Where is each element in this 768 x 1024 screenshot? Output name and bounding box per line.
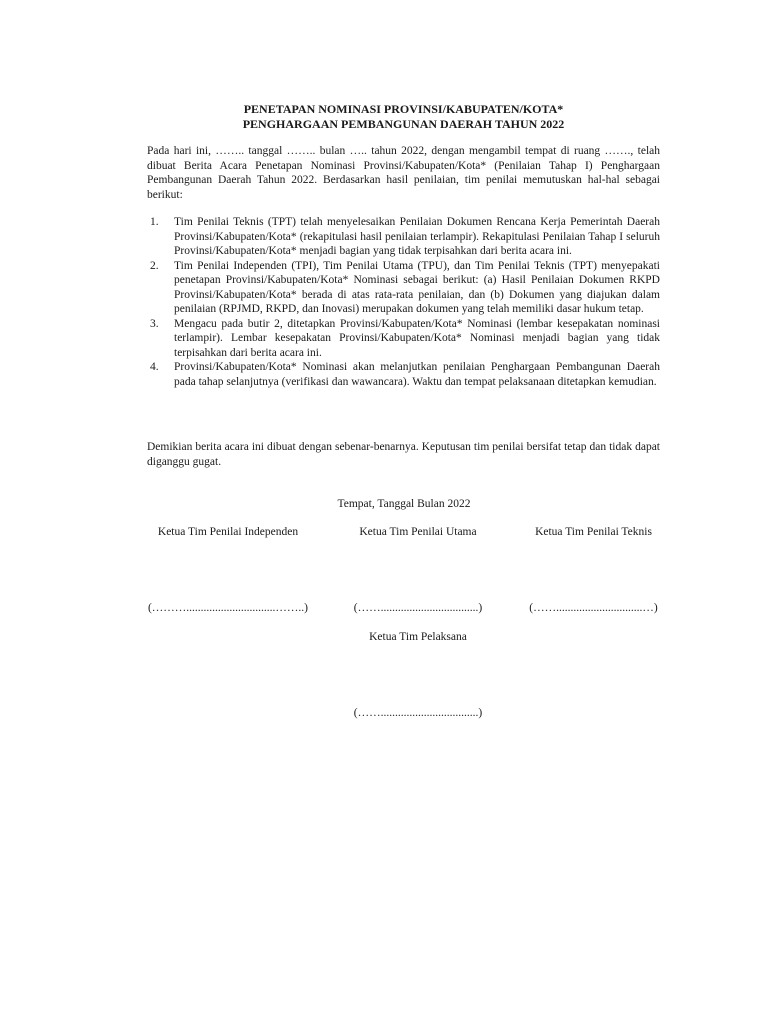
signature-block-main <box>345 525 491 614</box>
list-item <box>147 317 660 361</box>
signature-line: (……..............................…) <box>529 602 658 614</box>
signature-role: Ketua Tim Penilai Teknis <box>535 526 652 538</box>
signature-block-technical <box>525 525 662 614</box>
signature-role: Ketua Tim Penilai Utama <box>359 526 477 538</box>
document-title <box>147 102 660 131</box>
signature-line: (……..................................) <box>353 602 483 614</box>
list-item-text: Tim Penilai Teknis (TPT) telah menyelesaikan Penilaian Dokumen Rencana Kerja Pemerintah Daerah Provinsi/Kabupaten/Kota* (rekapitulasi hasil penilaian terlampir). Rekapitulasi Penilaian Tahap I seluruh Provinsi/Kabupaten/Kota* menjadi bagian yang tidak terpisahkan dari berita acara ini. <box>174 216 660 257</box>
decision-list <box>147 215 660 389</box>
list-item-text: Tim Penilai Independen (TPI), Tim Penilai Utama (TPU), dan Tim Penilai Teknis (TPT) menyepakati penetapan Provinsi/Kabupaten/Kota* Nominasi sebagai berikut: (a) Hasil Penilaian Dokumen RKPD Provinsi/Kabupaten/Kota* berada di atas rata-rata penilaian, dan (b) Dokumen yang diajukan dalam penilaian (RPJMD, RKPD, dan Inovasi) merupakan dokumen yang telah memiliki dasar hukum tetap. <box>174 259 660 315</box>
title-line-1: PENETAPAN NOMINASI PROVINSI/KABUPATEN/KOTA* <box>243 102 564 116</box>
document-page <box>147 0 660 1024</box>
signature-block-executor <box>345 630 491 719</box>
list-item-number: 4. <box>150 361 159 373</box>
list-item-number: 3. <box>150 317 159 330</box>
list-item <box>147 215 660 259</box>
signature-line: (……..................................) <box>353 707 483 719</box>
list-item-number: 2. <box>150 259 159 272</box>
intro-paragraph: Pada hari ini, …….. tanggal …….. bulan ….. tahun 2022, dengan mengambil tempat di ruang ……., telah dibuat Berita Acara Penetapan Nominasi Provinsi/Kabupaten/Kota* (Penilaian Tahap I) Penghargaan Pembangunan Daerah Tahun 2022. Berdasarkan hasil penilaian, tim penilai memutuskan hal-hal sebagai berikut: <box>147 145 660 201</box>
title-line-2: PENGHARGAAN PEMBANGUNAN DAERAH TAHUN 2022 <box>242 116 565 131</box>
list-item-text: Mengacu pada butir 2, ditetapkan Provinsi/Kabupaten/Kota* Nominasi (lembar kesepakatan nominasi terlampir). Lembar kesepakatan Provinsi/Kabupaten/Kota* Nominasi menjadi bagian yang tidak terpisahkan dari berita acara ini. <box>174 317 660 359</box>
closing-paragraph: Demikian berita acara ini dibuat dengan sebenar-benarnya. Keputusan tim penilai bersifat tetap dan tidak dapat diganggu gugat. <box>147 441 660 468</box>
signature-role: Ketua Tim Penilai Independen <box>157 526 299 538</box>
list-item <box>147 259 660 317</box>
list-item <box>147 360 660 389</box>
signature-block-independent <box>147 525 309 614</box>
signature-line: (………...............................……..) <box>147 602 309 614</box>
signature-role: Ketua Tim Pelaksana <box>369 631 467 643</box>
place-date: Tempat, Tanggal Bulan 2022 <box>337 498 471 510</box>
list-item-text: Provinsi/Kabupaten/Kota* Nominasi akan melanjutkan penilaian Penghargaan Pembangunan Daerah pada tahap selanjutnya (verifikasi dan wawancara). Waktu dan tempat pelaksanaan ditetapkan kemudian. <box>174 361 660 388</box>
list-item-number: 1. <box>150 216 159 228</box>
